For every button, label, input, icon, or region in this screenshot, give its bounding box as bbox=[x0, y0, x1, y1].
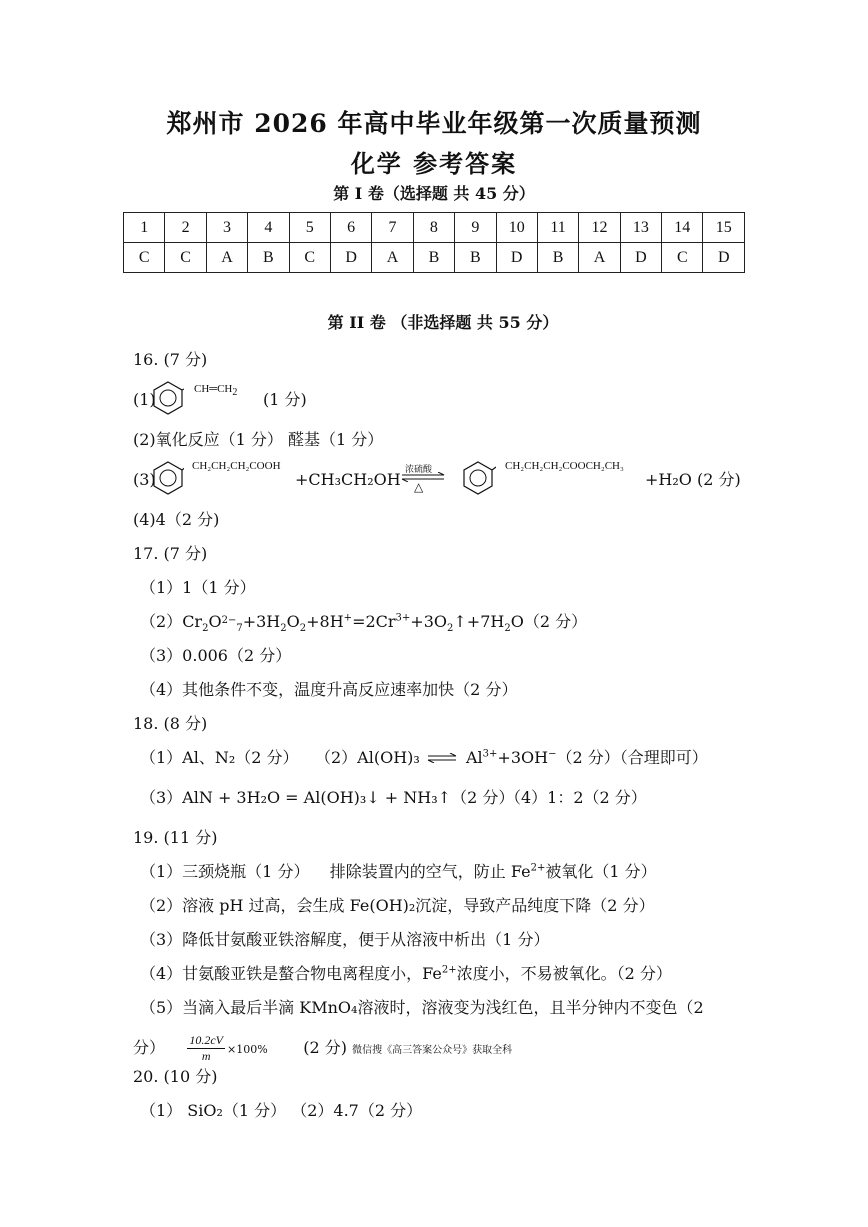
question-number-cell: 12 bbox=[579, 213, 620, 243]
reactant-side-chain: CH₂CH₂CH₂COOH bbox=[192, 460, 281, 472]
purity-fraction: $\frac{10.2cV}{m}$ bbox=[189, 1033, 224, 1063]
answer-cell: A bbox=[579, 243, 620, 273]
answer-cell: A bbox=[206, 243, 247, 273]
q20-part1: （1） SiO₂（1 分） （2）4.7（2 分） bbox=[140, 1101, 423, 1120]
answer-cell: C bbox=[289, 243, 330, 273]
answer-cell: C bbox=[662, 243, 703, 273]
question-number-cell: 5 bbox=[289, 213, 330, 243]
question-number-cell: 10 bbox=[496, 213, 537, 243]
wechat-note: 微信搜《高三答案公众号》获取全科 bbox=[352, 1045, 513, 1056]
question-number-cell: 8 bbox=[413, 213, 454, 243]
answer-cell: D bbox=[703, 243, 745, 273]
q17-part3: （3）0.006（2 分） bbox=[140, 646, 292, 665]
product-side-chain: CH₂CH₂CH₂COOCH₂CH₃ bbox=[505, 460, 624, 472]
q17-heading: 17. (7 分) bbox=[133, 544, 208, 563]
page-subtitle: 化学 参考答案 bbox=[350, 149, 518, 178]
answer-cell: C bbox=[165, 243, 206, 273]
q19-part1: （1）三颈烧瓶（1 分） 排除装置内的空气，防止 $Fe^{2+}$被氧化（1 分） bbox=[140, 862, 657, 881]
page-title: 郑州市 2026 年高中毕业年级第一次质量预测 bbox=[166, 109, 702, 138]
question-number-cell: 4 bbox=[248, 213, 289, 243]
q18-part2: （2）Al(OH)₃ bbox=[315, 748, 420, 767]
answer-cell: B bbox=[413, 243, 454, 273]
q18-part3: （3）AlN + 3H₂O = Al(OH)₃↓ + NH₃↑（2 分） bbox=[140, 788, 515, 807]
question-number-cell: 11 bbox=[537, 213, 578, 243]
question-number-cell: 13 bbox=[620, 213, 661, 243]
q19-part2: （2）溶液 pH 过高，会生成 Fe(OH)₂沉淀，导致产品纯度下降（2 分） bbox=[140, 896, 655, 915]
reaction-condition-catalyst: 浓硫酸 bbox=[405, 464, 433, 474]
q16-part4: (4)4（2 分) bbox=[133, 510, 220, 529]
answer-cell: C bbox=[124, 243, 165, 273]
q19-part5-continued: 分） $\frac{10.2cV}{m}$ ×100% (2 分) 微信搜《高三答案公众号》获取全科 bbox=[133, 1033, 513, 1063]
question-number-cell: 9 bbox=[455, 213, 496, 243]
q17-part4: （4）其他条件不变，温度升高反应速率加快（2 分） bbox=[140, 680, 518, 699]
q19-part4: （4）甘氨酸亚铁是螯合物电离程度小，$Fe^{2+}$浓度小，不易被氧化。（2 分） bbox=[140, 964, 672, 983]
benzene-ring-icon bbox=[152, 460, 184, 496]
question-number-cell: 14 bbox=[662, 213, 703, 243]
question-number-row bbox=[124, 213, 745, 243]
q16-part1-label: (1) bbox=[133, 390, 156, 409]
q19-heading: 19. (11 分) bbox=[133, 828, 218, 847]
q16-part3-label: (3) bbox=[133, 470, 156, 489]
question-number-cell: 1 bbox=[124, 213, 165, 243]
benzene-ring-icon bbox=[152, 380, 184, 416]
answer-cell: B bbox=[248, 243, 289, 273]
answer-cell: A bbox=[372, 243, 413, 273]
q17-part2: $(2)Cr_2O_{2-7}+3H_2O_2+8H^+=2Cr^{3+}+3O_2↑+7H_2O(2$ 分） bbox=[140, 612, 588, 635]
benzene-ring-icon bbox=[462, 460, 496, 496]
question-number-cell: 2 bbox=[165, 213, 206, 243]
question-number-cell: 6 bbox=[330, 213, 371, 243]
answer-row bbox=[124, 243, 745, 273]
answer-cell: D bbox=[330, 243, 371, 273]
question-number-cell: 7 bbox=[372, 213, 413, 243]
equilibrium-arrow-icon bbox=[427, 753, 457, 763]
q16-heading: 16. (7 分) bbox=[133, 350, 208, 369]
q19-part5: （5）当滴入最后半滴 KMnO₄溶液时，溶液变为浅红色，且半分钟内不变色（2 bbox=[140, 998, 704, 1017]
answer-cell: B bbox=[455, 243, 496, 273]
q18-heading: 18. (8 分) bbox=[133, 714, 208, 733]
styrene-vinyl-group: $CH═CH_2$ bbox=[194, 383, 238, 399]
answer-cell: D bbox=[620, 243, 661, 273]
answer-cell: D bbox=[496, 243, 537, 273]
q16-part1-score: (1 分) bbox=[263, 390, 307, 409]
question-number-cell: 3 bbox=[206, 213, 247, 243]
q20-heading: 20. (10 分) bbox=[133, 1067, 218, 1086]
reaction-condition-heat: △ bbox=[414, 480, 424, 494]
q18-part2-products: $Al^{3+}+3OH^-(2$ 分）（合理即可） bbox=[466, 748, 708, 767]
q18-part1: （1）Al、N₂（2 分） bbox=[140, 748, 299, 767]
q17-part1: （1）1（1 分） bbox=[140, 578, 256, 597]
q16-part3-tail: +H₂O (2 分) bbox=[645, 470, 741, 489]
q18-part4: （4）1：2（2 分） bbox=[505, 788, 647, 807]
ethanol-reactant: +CH₃CH₂OH bbox=[295, 470, 401, 489]
section-2-heading: 第 II 卷 （非选择题 共 55 分） bbox=[327, 313, 559, 332]
answer-cell: B bbox=[537, 243, 578, 273]
q19-part3: （3）降低甘氨酸亚铁溶解度，便于从溶液中析出（1 分） bbox=[140, 930, 550, 949]
answer-table bbox=[123, 212, 745, 273]
q16-part2: (2)氧化反应（1 分） 醛基（1 分） bbox=[133, 430, 384, 449]
question-number-cell: 15 bbox=[703, 213, 745, 243]
section-1-heading: 第 I 卷（选择题 共 45 分） bbox=[333, 184, 535, 203]
